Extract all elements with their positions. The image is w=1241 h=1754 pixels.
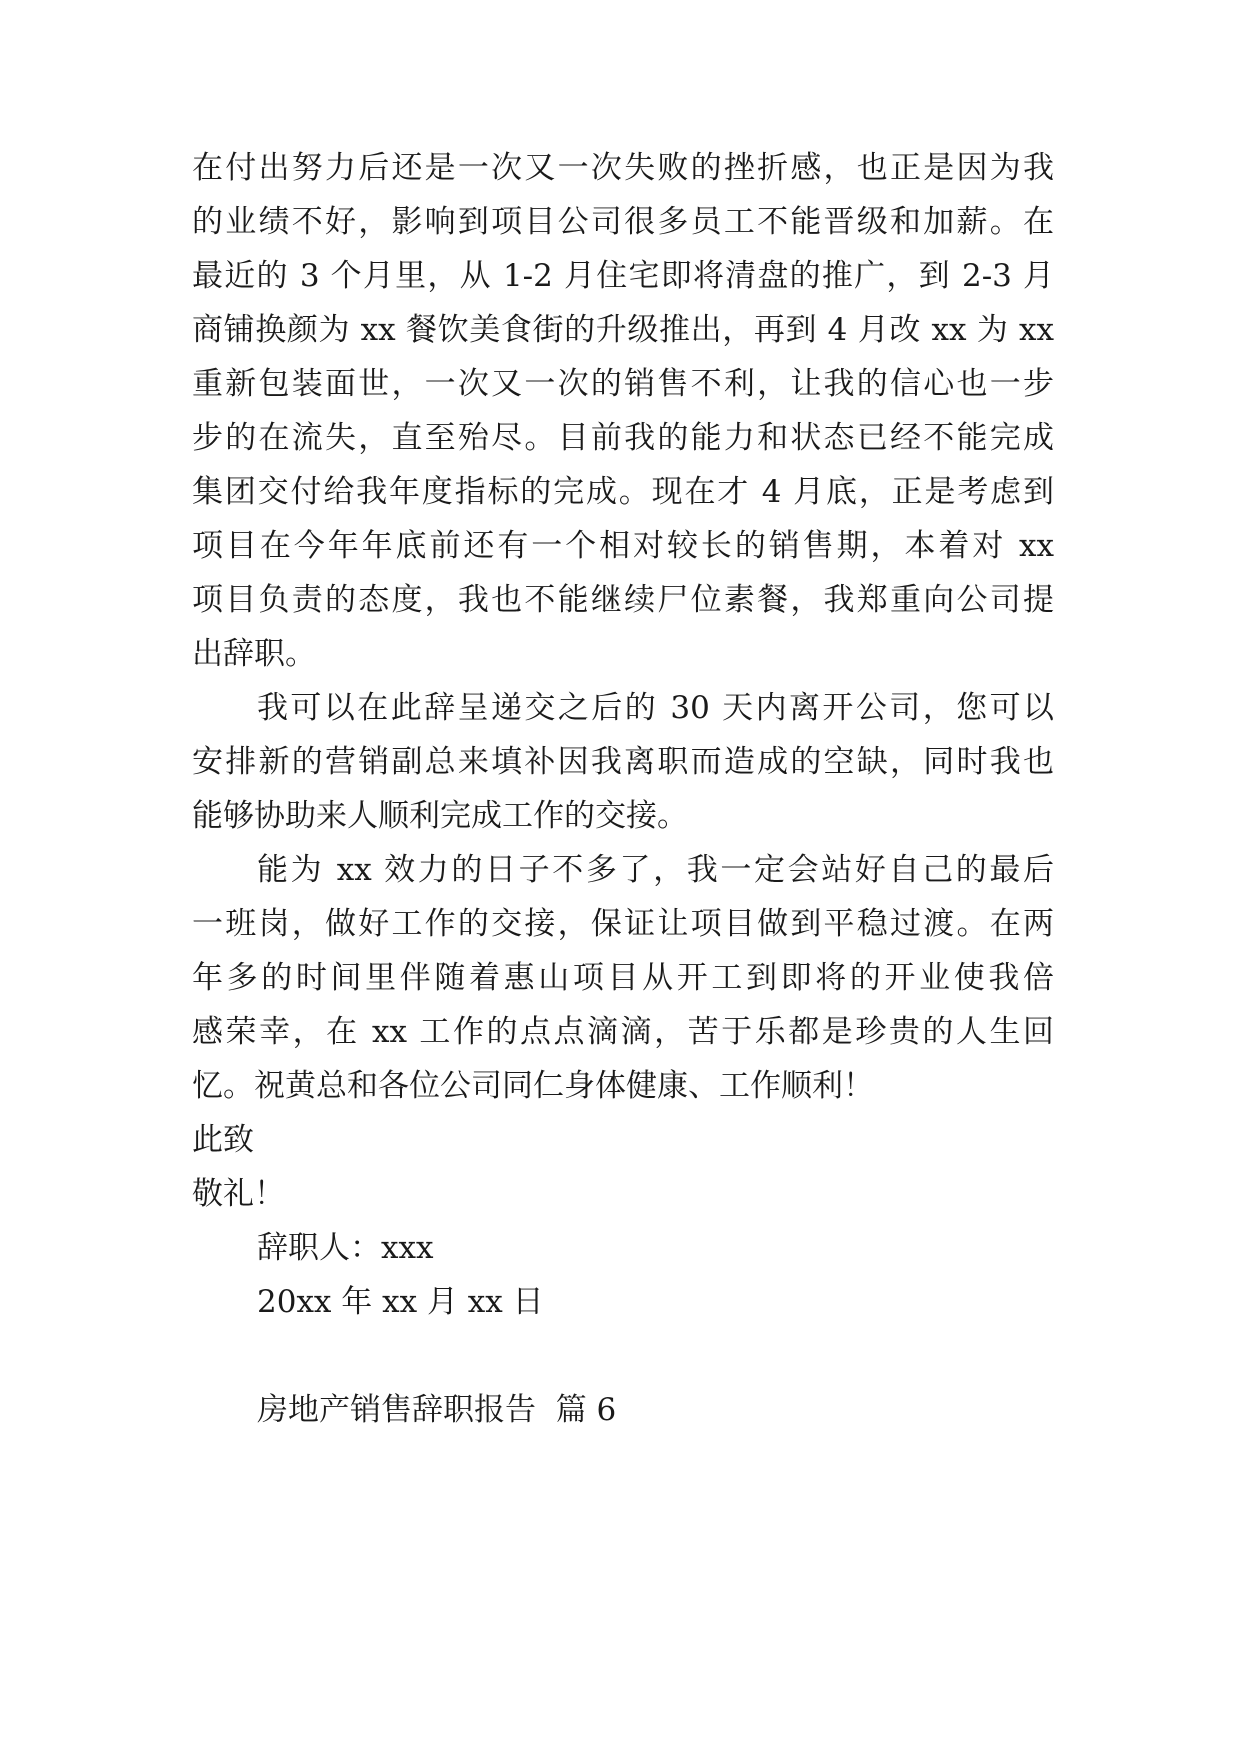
paragraph-2-line-1: 我可以在此辞呈递交之后的 30 天内离开公司，您可以 xyxy=(257,690,1054,726)
paragraph-1-line-3: 最近的 3 个月里，从 1-2 月住宅即将清盘的推广，到 2-3 月 xyxy=(192,258,1054,294)
signature-name: 辞职人：xxx xyxy=(257,1230,434,1266)
paragraph-1-line-8: 项目在今年年底前还有一个相对较长的销售期，本着对 xx xyxy=(192,528,1054,564)
paragraph-2-line-3: 能够协助来人顺利完成工作的交接。 xyxy=(192,798,688,834)
closing-salutation: 此致 xyxy=(192,1122,254,1158)
paragraph-3-line-4: 感荣幸，在 xx 工作的点点滴滴，苦于乐都是珍贵的人生回 xyxy=(192,1014,1054,1050)
paragraph-3-line-1: 能为 xx 效力的日子不多了，我一定会站好自己的最后 xyxy=(257,852,1054,888)
paragraph-1-line-9: 项目负责的态度，我也不能继续尸位素餐，我郑重向公司提 xyxy=(192,582,1054,618)
paragraph-1-line-6: 步的在流失，直至殆尽。目前我的能力和状态已经不能完成 xyxy=(192,420,1054,456)
next-section-title: 房地产销售辞职报告 篇 6 xyxy=(257,1392,617,1428)
paragraph-3-line-2: 一班岗，做好工作的交接，保证让项目做到平稳过渡。在两 xyxy=(192,906,1054,942)
signature-date: 20xx 年 xx 月 xx 日 xyxy=(257,1284,544,1320)
paragraph-1-line-7: 集团交付给我年度指标的完成。现在才 4 月底，正是考虑到 xyxy=(192,474,1054,510)
closing-regards: 敬礼！ xyxy=(192,1176,285,1212)
paragraph-3-line-3: 年多的时间里伴随着惠山项目从开工到即将的开业使我倍 xyxy=(192,960,1054,996)
paragraph-1-line-4: 商铺换颜为 xx 餐饮美食街的升级推出，再到 4 月改 xx 为 xx xyxy=(192,312,1054,348)
paragraph-3-line-5: 忆。祝黄总和各位公司同仁身体健康、工作顺利！ xyxy=(192,1068,874,1104)
paragraph-2-line-2: 安排新的营销副总来填补因我离职而造成的空缺，同时我也 xyxy=(192,744,1054,780)
paragraph-1-line-1: 在付出努力后还是一次又一次失败的挫折感，也正是因为我 xyxy=(192,150,1054,186)
paragraph-1-line-5: 重新包装面世，一次又一次的销售不利，让我的信心也一步 xyxy=(192,366,1054,402)
paragraph-1-line-2: 的业绩不好，影响到项目公司很多员工不能晋级和加薪。在 xyxy=(192,204,1054,240)
paragraph-1-line-10: 出辞职。 xyxy=(192,636,316,672)
